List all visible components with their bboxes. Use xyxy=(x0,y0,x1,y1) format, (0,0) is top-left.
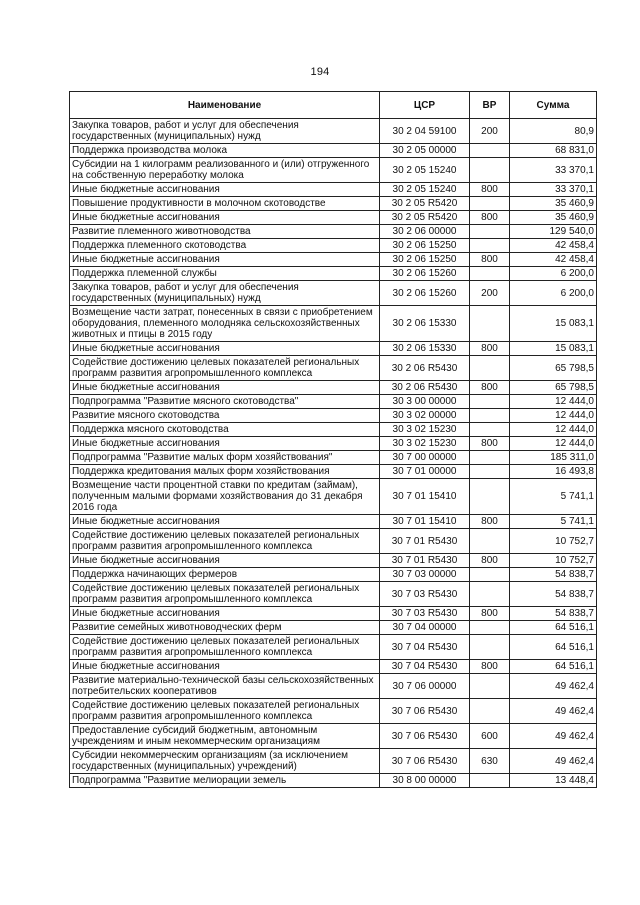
table-row xyxy=(70,699,597,724)
cell-csr: 30 3 02 15230 xyxy=(380,423,470,437)
cell-name: Субсидии некоммерческим организациям (за исключением государственных (муниципальных) учреждений) xyxy=(70,749,380,774)
cell-sum: 13 448,4 xyxy=(510,774,597,788)
budget-table xyxy=(69,91,597,788)
cell-sum: 64 516,1 xyxy=(510,635,597,660)
table-row xyxy=(70,724,597,749)
cell-csr: 30 2 05 15240 xyxy=(380,183,470,197)
table-row xyxy=(70,119,597,144)
cell-vr: 800 xyxy=(470,660,510,674)
cell-vr: 800 xyxy=(470,342,510,356)
table-row xyxy=(70,554,597,568)
cell-vr xyxy=(470,529,510,554)
cell-sum: 54 838,7 xyxy=(510,607,597,621)
cell-csr: 30 7 03 R5430 xyxy=(380,607,470,621)
cell-csr: 30 2 06 R5430 xyxy=(380,381,470,395)
cell-name: Иные бюджетные ассигнования xyxy=(70,607,380,621)
table-row xyxy=(70,211,597,225)
table-row xyxy=(70,381,597,395)
cell-vr: 200 xyxy=(470,281,510,306)
cell-sum: 15 083,1 xyxy=(510,342,597,356)
cell-name: Предоставление субсидий бюджетным, автономным учреждениям и иным некоммерческим организациям xyxy=(70,724,380,749)
cell-sum: 33 370,1 xyxy=(510,183,597,197)
cell-name: Содействие достижению целевых показателей региональных программ развития агропромышленного комплекса xyxy=(70,529,380,554)
cell-csr: 30 7 06 R5430 xyxy=(380,749,470,774)
cell-vr xyxy=(470,423,510,437)
table-header xyxy=(70,92,597,119)
cell-csr: 30 7 04 R5430 xyxy=(380,635,470,660)
column-header-sum: Сумма xyxy=(510,92,597,119)
table-row xyxy=(70,253,597,267)
table-row xyxy=(70,660,597,674)
table-row xyxy=(70,529,597,554)
cell-sum: 12 444,0 xyxy=(510,437,597,451)
table-row xyxy=(70,267,597,281)
table-row xyxy=(70,409,597,423)
cell-vr xyxy=(470,409,510,423)
cell-vr xyxy=(470,568,510,582)
cell-vr xyxy=(470,267,510,281)
cell-name: Повышение продуктивности в молочном скотоводстве xyxy=(70,197,380,211)
cell-vr xyxy=(470,621,510,635)
cell-sum: 65 798,5 xyxy=(510,381,597,395)
table-row xyxy=(70,144,597,158)
cell-csr: 30 2 05 R5420 xyxy=(380,211,470,225)
cell-name: Иные бюджетные ассигнования xyxy=(70,183,380,197)
cell-sum: 12 444,0 xyxy=(510,395,597,409)
table-row xyxy=(70,158,597,183)
cell-name: Поддержка производства молока xyxy=(70,144,380,158)
cell-name: Развитие семейных животноводческих ферм xyxy=(70,621,380,635)
cell-vr xyxy=(470,479,510,515)
page-number: 194 xyxy=(310,66,330,78)
cell-name: Иные бюджетные ассигнования xyxy=(70,381,380,395)
table-row xyxy=(70,621,597,635)
table-row xyxy=(70,281,597,306)
cell-sum: 54 838,7 xyxy=(510,582,597,607)
cell-csr: 30 7 04 R5430 xyxy=(380,660,470,674)
cell-sum: 33 370,1 xyxy=(510,158,597,183)
cell-name: Иные бюджетные ассигнования xyxy=(70,342,380,356)
cell-name: Возмещение части процентной ставки по кредитам (займам), полученным малыми формами хозяйствования до 31 декабря 2016 года xyxy=(70,479,380,515)
column-header-name: Наименование xyxy=(70,92,380,119)
cell-name: Иные бюджетные ассигнования xyxy=(70,437,380,451)
cell-csr: 30 3 00 00000 xyxy=(380,395,470,409)
cell-sum: 42 458,4 xyxy=(510,239,597,253)
cell-vr xyxy=(470,197,510,211)
cell-vr xyxy=(470,635,510,660)
table-row xyxy=(70,437,597,451)
cell-csr: 30 7 04 00000 xyxy=(380,621,470,635)
cell-vr xyxy=(470,239,510,253)
table-row xyxy=(70,774,597,788)
cell-sum: 12 444,0 xyxy=(510,423,597,437)
cell-name: Иные бюджетные ассигнования xyxy=(70,253,380,267)
cell-vr xyxy=(470,306,510,342)
cell-vr xyxy=(470,451,510,465)
cell-vr xyxy=(470,582,510,607)
column-header-csr: ЦСР xyxy=(380,92,470,119)
table-row xyxy=(70,395,597,409)
cell-vr xyxy=(470,774,510,788)
cell-sum: 65 798,5 xyxy=(510,356,597,381)
cell-vr xyxy=(470,699,510,724)
table-body xyxy=(70,119,597,788)
cell-sum: 5 741,1 xyxy=(510,479,597,515)
cell-csr: 30 7 01 R5430 xyxy=(380,529,470,554)
cell-csr: 30 2 06 15250 xyxy=(380,253,470,267)
cell-csr: 30 3 02 00000 xyxy=(380,409,470,423)
table-row xyxy=(70,674,597,699)
table-row xyxy=(70,356,597,381)
cell-name: Развитие материально-технической базы сельскохозяйственных потребительских кооперативов xyxy=(70,674,380,699)
cell-csr: 30 3 02 15230 xyxy=(380,437,470,451)
cell-vr xyxy=(470,158,510,183)
cell-name: Иные бюджетные ассигнования xyxy=(70,554,380,568)
table-row xyxy=(70,635,597,660)
cell-sum: 6 200,0 xyxy=(510,267,597,281)
cell-name: Закупка товаров, работ и услуг для обеспечения государственных (муниципальных) нужд xyxy=(70,119,380,144)
cell-name: Развитие племенного животноводства xyxy=(70,225,380,239)
table-row xyxy=(70,607,597,621)
cell-sum: 35 460,9 xyxy=(510,211,597,225)
cell-csr: 30 7 06 00000 xyxy=(380,674,470,699)
cell-csr: 30 2 06 R5430 xyxy=(380,356,470,381)
cell-vr: 800 xyxy=(470,381,510,395)
cell-sum: 49 462,4 xyxy=(510,699,597,724)
cell-csr: 30 2 06 00000 xyxy=(380,225,470,239)
cell-sum: 49 462,4 xyxy=(510,674,597,699)
cell-csr: 30 2 06 15250 xyxy=(380,239,470,253)
cell-csr: 30 7 03 00000 xyxy=(380,568,470,582)
cell-sum: 49 462,4 xyxy=(510,724,597,749)
cell-csr: 30 2 05 15240 xyxy=(380,158,470,183)
cell-sum: 185 311,0 xyxy=(510,451,597,465)
table-row xyxy=(70,568,597,582)
cell-csr: 30 2 06 15260 xyxy=(380,267,470,281)
cell-csr: 30 7 01 15410 xyxy=(380,515,470,529)
cell-name: Закупка товаров, работ и услуг для обеспечения государственных (муниципальных) нужд xyxy=(70,281,380,306)
cell-name: Подпрограмма "Развитие малых форм хозяйствования" xyxy=(70,451,380,465)
cell-csr: 30 2 04 59100 xyxy=(380,119,470,144)
cell-name: Поддержка мясного скотоводства xyxy=(70,423,380,437)
cell-sum: 5 741,1 xyxy=(510,515,597,529)
cell-csr: 30 7 00 00000 xyxy=(380,451,470,465)
cell-sum: 68 831,0 xyxy=(510,144,597,158)
cell-csr: 30 2 06 15330 xyxy=(380,306,470,342)
cell-vr: 200 xyxy=(470,119,510,144)
cell-name: Поддержка племенной службы xyxy=(70,267,380,281)
cell-name: Иные бюджетные ассигнования xyxy=(70,515,380,529)
table-row xyxy=(70,582,597,607)
cell-name: Содействие достижению целевых показателей региональных программ развития агропромышленного комплекса xyxy=(70,582,380,607)
table-row xyxy=(70,342,597,356)
cell-sum: 16 493,8 xyxy=(510,465,597,479)
cell-vr xyxy=(470,465,510,479)
table-row xyxy=(70,451,597,465)
cell-vr: 800 xyxy=(470,183,510,197)
cell-name: Субсидии на 1 килограмм реализованного и (или) отгруженного на собственную переработку молока xyxy=(70,158,380,183)
cell-csr: 30 2 06 15260 xyxy=(380,281,470,306)
cell-csr: 30 7 03 R5430 xyxy=(380,582,470,607)
cell-vr: 630 xyxy=(470,749,510,774)
cell-vr: 600 xyxy=(470,724,510,749)
cell-sum: 64 516,1 xyxy=(510,660,597,674)
table-row xyxy=(70,515,597,529)
cell-name: Содействие достижению целевых показателей региональных программ развития агропромышленного комплекса xyxy=(70,635,380,660)
cell-sum: 10 752,7 xyxy=(510,529,597,554)
cell-sum: 80,9 xyxy=(510,119,597,144)
cell-sum: 6 200,0 xyxy=(510,281,597,306)
table-row xyxy=(70,239,597,253)
cell-name: Развитие мясного скотоводства xyxy=(70,409,380,423)
cell-csr: 30 7 01 15410 xyxy=(380,479,470,515)
cell-sum: 15 083,1 xyxy=(510,306,597,342)
cell-vr: 800 xyxy=(470,211,510,225)
cell-name: Иные бюджетные ассигнования xyxy=(70,211,380,225)
cell-vr xyxy=(470,356,510,381)
cell-csr: 30 7 01 R5430 xyxy=(380,554,470,568)
cell-csr: 30 7 06 R5430 xyxy=(380,724,470,749)
cell-vr: 800 xyxy=(470,437,510,451)
cell-csr: 30 2 05 R5420 xyxy=(380,197,470,211)
cell-vr: 800 xyxy=(470,515,510,529)
table-row xyxy=(70,465,597,479)
cell-sum: 35 460,9 xyxy=(510,197,597,211)
cell-name: Поддержка начинающих фермеров xyxy=(70,568,380,582)
cell-name: Поддержка кредитования малых форм хозяйствования xyxy=(70,465,380,479)
cell-sum: 54 838,7 xyxy=(510,568,597,582)
cell-csr: 30 7 06 R5430 xyxy=(380,699,470,724)
table-row xyxy=(70,423,597,437)
cell-name: Иные бюджетные ассигнования xyxy=(70,660,380,674)
cell-sum: 49 462,4 xyxy=(510,749,597,774)
cell-name: Поддержка племенного скотоводства xyxy=(70,239,380,253)
cell-vr xyxy=(470,144,510,158)
table-row xyxy=(70,749,597,774)
table-row xyxy=(70,306,597,342)
cell-csr: 30 2 05 00000 xyxy=(380,144,470,158)
cell-sum: 42 458,4 xyxy=(510,253,597,267)
cell-sum: 10 752,7 xyxy=(510,554,597,568)
cell-name: Подпрограмма "Развитие мясного скотоводства" xyxy=(70,395,380,409)
table-row xyxy=(70,183,597,197)
cell-vr xyxy=(470,225,510,239)
cell-vr xyxy=(470,395,510,409)
table-row xyxy=(70,479,597,515)
cell-csr: 30 8 00 00000 xyxy=(380,774,470,788)
cell-vr: 800 xyxy=(470,554,510,568)
cell-csr: 30 7 01 00000 xyxy=(380,465,470,479)
cell-name: Содействие достижению целевых показателей региональных программ развития агропромышленного комплекса xyxy=(70,699,380,724)
cell-vr xyxy=(470,674,510,699)
column-header-vr: ВР xyxy=(470,92,510,119)
cell-vr: 800 xyxy=(470,253,510,267)
table-row xyxy=(70,197,597,211)
cell-name: Подпрограмма "Развитие мелиорации земель xyxy=(70,774,380,788)
cell-sum: 12 444,0 xyxy=(510,409,597,423)
cell-sum: 129 540,0 xyxy=(510,225,597,239)
cell-name: Содействие достижению целевых показателей региональных программ развития агропромышленного комплекса xyxy=(70,356,380,381)
table-row xyxy=(70,225,597,239)
cell-csr: 30 2 06 15330 xyxy=(380,342,470,356)
cell-vr: 800 xyxy=(470,607,510,621)
cell-name: Возмещение части затрат, понесенных в связи с приобретением оборудования, племенного молодняка сельскохозяйственных животных и птицы в 2015 году xyxy=(70,306,380,342)
cell-sum: 64 516,1 xyxy=(510,621,597,635)
